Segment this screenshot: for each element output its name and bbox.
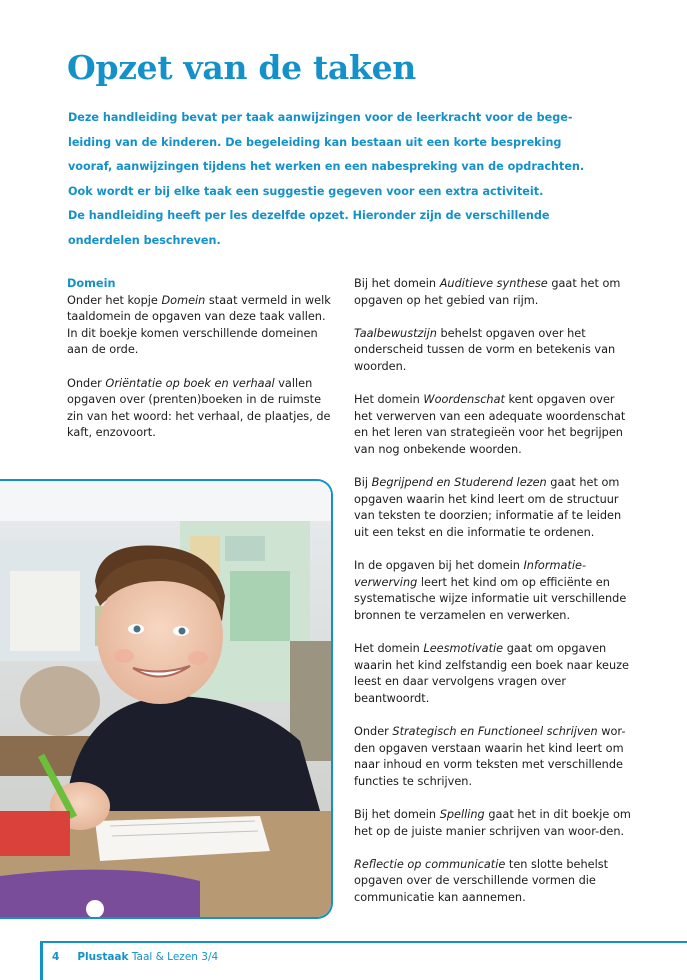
intro-line: Deze handleiding bevat per taak aanwijzingen voor de leerkracht voor de bege- xyxy=(68,111,573,124)
intro-line: vooraf, aanwijzingen tijdens het werken en een nabespreking van de opdrachten. xyxy=(68,160,585,174)
footer-rule xyxy=(40,941,687,943)
classroom-photo xyxy=(0,479,333,919)
paragraph: Taalbewustzijn behelst opgaven over het onderscheid tussen de vorm en betekenis van woorden. xyxy=(354,326,616,373)
intro-line: leiding van de kinderen. De begeleiding kan bestaan uit een korte bespreking xyxy=(68,135,562,149)
paragraph: Bij Begrijpend en Studerend lezen gaat het om opgaven waarin het kind leert om de structuur van teksten te doorzien; informatie af te leiden uit een tekst en die informatie te ordenen. xyxy=(354,476,622,539)
page-number: 4 xyxy=(52,951,60,963)
intro-line: onderdelen beschreven. xyxy=(68,233,221,247)
domein-heading: Domein xyxy=(67,277,116,290)
paragraph: Bij het domein Spelling gaat het in dit boekje om het op de juiste manier schrijven van woor-den. xyxy=(354,808,631,838)
page-title: Opzet van de taken xyxy=(67,48,416,87)
left-column xyxy=(67,276,337,459)
intro-paragraph xyxy=(68,106,588,254)
paragraph: Onder Strategisch en Functioneel schrijven wor-den opgaven verstaan waarin het kind leert om naar inhoud en vorm teksten met verschillende functies te schrijven. xyxy=(354,725,626,788)
paragraph: Het domein Leesmotivatie gaat om opgaven waarin het kind zelfstandig een boek naar keuze leest en daar vervolgens vragen over beantwoordt. xyxy=(354,642,630,705)
intro-line: De handleiding heeft per les dezelfde opzet. Hieronder zijn de verschillende xyxy=(68,209,550,223)
right-column xyxy=(354,276,634,923)
paragraph: Reflectie op communicatie ten slotte behelst opgaven over de verschillende vormen die communicatie kan aannemen. xyxy=(354,857,609,904)
footer-subtitle: Taal & Lezen 3/4 xyxy=(131,951,219,963)
paragraph: Bij het domein Auditieve synthese gaat het om opgaven op het gebied van rijm. xyxy=(354,277,621,307)
intro-line: Ook wordt er bij elke taak een suggestie gegeven voor een extra activiteit. xyxy=(68,184,544,198)
paragraph: Onder Oriëntatie op boek en verhaal vallen opgaven over (prenten)boeken in de ruimste zin van het woord: het verhaal, de plaatjes, de kaft, enzovoort. xyxy=(67,376,331,440)
paragraph: Onder het kopje Domein staat vermeld in welk taaldomein de opgaven van deze taak vallen. In dit boekje komen verschillende domeinen aan de orde. xyxy=(67,293,331,357)
paragraph: Het domein Woordenschat kent opgaven over het verwerven van een adequate woordenschat en het leren van strategieën voor het begrijpen van nog onbekende woorden. xyxy=(354,393,626,456)
page-footer xyxy=(52,951,218,963)
paragraph: In de opgaven bij het domein Informatie-verwerving leert het kind om op efficiënte en systematische wijze informatie uit verschillende bronnen te verzamelen en verwerken. xyxy=(354,559,627,622)
brand-name: Plustaak xyxy=(77,951,129,963)
footer-rule-vertical xyxy=(40,941,43,980)
